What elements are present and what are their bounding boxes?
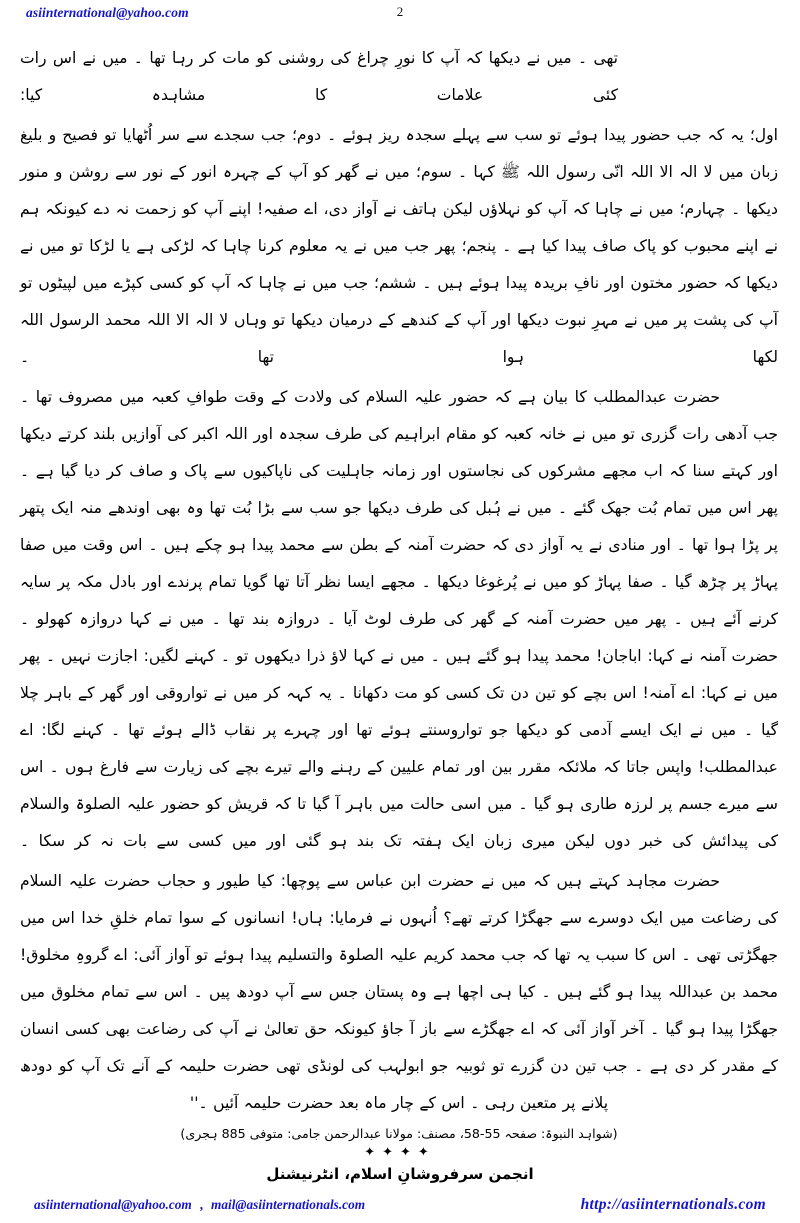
footer-email-primary[interactable]: asiinternational@yahoo.com	[34, 1197, 192, 1212]
footer-website-link[interactable]: http://asiinternationals.com	[580, 1196, 766, 1213]
footer-email-secondary[interactable]: mail@asiinternationals.com	[211, 1197, 366, 1212]
paragraph-abdul-muttalib: حضرت عبدالمطلب کا بیان ہے کہ حضور علیہ السلام کی ولادت کے وقت طوافِ کعبہ میں مصروف تھا ۔ جب آدھی رات گزری تو میں نے خانہ کعبہ کو مقام ابراہیم کی طرف سجدہ اور اللہ اکبر کی آوازیں بلند کرتے دیکھا اور کہتے سنا کہ اب مجھے مشرکوں کی نجاستوں اور زمانہ جاہلیت کی ناپاکیوں سے پاک و صاف کر دیا گیا ہے ۔ پھر اس میں تمام بُت جھک گئے ۔ میں نے ہُبل کی طرف دیکھا جو سب سے بڑا بُت تھا وہ بھی اوندھے منہ ایک پتھر پر پڑا ہوا تھا ۔ اور منادی نے یہ آواز دی کہ حضرت آمنہ کے بطن سے محمد پیدا ہو چکے ہیں ۔ اس وقت میں صفا پہاڑ پر چڑھ گیا ۔ صفا پہاڑ کو میں نے پُرغوغا دیکھا ۔ مجھے ایسا نظر آتا تھا گویا تمام پرندے اور بادل مکہ پر سایہ کرنے آئے ہیں ۔ پھر میں حضرت آمنہ کے گھر کی طرف لوٹ آیا ۔ دروازہ بند تھا ۔ میں نے کہا دروازہ کھولو ۔ حضرت آمنہ نے کہا: اباجان! محمد پیدا ہو گئے ہیں ۔ میں نے کہا لاؤ ذرا دیکھوں تو ۔ کہنے لگیں: اجازت نہیں ۔ پھر میں نے کہا: اے آمنہ! اس بچے کو تین دن تک کسی کو مت دکھانا ۔ یہ کہہ کر میں نے تواروقی اور گھر کے باہر چلا گیا ۔ میں نے ایک ایسے آدمی کو دیکھا جو تواروسنتے ہوئے تھا اور چہرے پر نقاب ڈالے ہوئے تھا ۔ کہنے لگا: اے عبدالمطلب! واپس جاتا کہ ملائکہ مقرر بین اور تمام علیین کے رہنے والے تیرے بچے کی زیارت سے فارغ ہوں ۔ اس سے میرے جسم پر لرزہ طاری ہو گیا ۔ میں اسی حالت میں باہر آ گیا تا کہ قریش کو حضور علیہ الصلوۃ والسلام کی پیدائش کی خبر دوں لیکن میری زبان ایک ہفتہ تک بند ہو گئی اور میں کسی سے بات نہ کر سکا ۔	[20, 388, 778, 850]
organization-name: انجمن سرفروشانِ اسلام، انٹرنیشنل	[266, 1165, 534, 1183]
header-email-link[interactable]: asiinternational@yahoo.com	[26, 5, 189, 20]
page-header	[0, 0, 800, 34]
ornament-row	[0, 1144, 800, 1162]
page-footer	[0, 1197, 800, 1223]
paragraph-signs: اول؛ یہ کہ جب حضور پیدا ہوئے تو سب سے پہلے سجدہ ریز ہوئے ۔ دوم؛ جب سجدے سے سر اُٹھایا تو فصیح و بلیغ زبان میں لا الہ الا اللہ انّی رسول اللہ ﷺ کہا ۔ سوم؛ میں نے گھر کو آپ کے چہرہ انور کے نور سے روشن و منور دیکھا ۔ چہارم؛ میں نے چاہا کہ آپ کو نہلاؤں لیکن ہاتف نے آواز دی، اے صفیہ! اپنے آپ کو زحمت نہ دے کیونکہ ہم نے اپنے محبوب کو پاک صاف پیدا کیا ہے ۔ پنجم؛ پھر جب میں نے یہ معلوم کرنا چاہا کہ لڑکی ہے یا لڑکا تو میں نے دیکھا کہ حضور مختون اور نافِ بریدہ پیدا ہوئے ہیں ۔ ششم؛ جب میں نے چاہا کہ آپ کو کسی کپڑے میں لپیٹوں تو آپ کی پشت پر میں نے مہرِ نبوت دیکھا اور آپ کے کندھے کے درمیان دیکھا تو وہاں لا الہ الا اللہ محمد الرسول اللہ لکھا ہوا تھا ۔	[20, 126, 778, 366]
star-ornament-icon: ✦	[400, 1145, 418, 1160]
footer-email-separator: ,	[199, 1197, 204, 1212]
source-citation: (شواہد النبوۃ: صفحہ 55-58، مصنف: مولانا عبدالرحمن جامی: متوفی 885 ہجری)	[180, 1126, 618, 1141]
document-body	[0, 34, 800, 1122]
paragraph-continuation	[20, 40, 778, 114]
star-ornament-icon: ✦	[382, 1145, 400, 1160]
footer-emails	[34, 1197, 365, 1213]
paragraph-continuation-text: تھی ۔ میں نے دیکھا کہ آپ کا نورِ چراغ کی روشنی کو مات کر رہا تھا ۔ میں نے اس رات کئی علامات کا مشاہدہ کیا:	[20, 49, 618, 104]
star-ornament-icon: ✦	[364, 1145, 383, 1160]
page-number: 2	[396, 4, 404, 19]
star-ornament-icon: ✦	[417, 1145, 436, 1160]
paragraph-mujahid: حضرت مجاہد کہتے ہیں کہ میں نے حضرت ابن عباس سے پوچھا: کیا طیور و حجاب حضرت علیہ السلام کی رضاعت میں ایک دوسرے سے جھگڑا کرتے تھے؟ اُنہوں نے فرمایا: ہاں! انسانوں کے سوا تمام خلقِ خدا اس میں جھگڑتی تھی ۔ اس کا سبب یہ تھا کہ جب محمد کریم علیہ الصلوۃ والتسلیم پیدا ہوئے تو آواز آئی: اے گروہِ مخلوق! محمد بن عبداللہ پیدا ہو گئے ہیں ۔ کیا ہی اچھا ہے وہ پستان جس سے آپ دودھ پیں ۔ اس سے تمام مخلوق میں جھگڑا پیدا ہو گیا ۔ آخر آواز آئی کہ اے جھگڑے سے باز آ جاؤ کیونکہ حق تعالیٰ نے آپ کی رضاعت بھی کسی انسان کے مقدر کر دی ہے ۔ جب تین دن گزرے تو ثوبیہ جو ابولہب کی لونڈی تھی حضرت حلیمہ کے آنے تک آپ کو دودھ پلانے پر متعین رہی ۔ اس کے چار ماہ بعد حضرت حلیمہ آئیں ۔''	[20, 872, 778, 1112]
